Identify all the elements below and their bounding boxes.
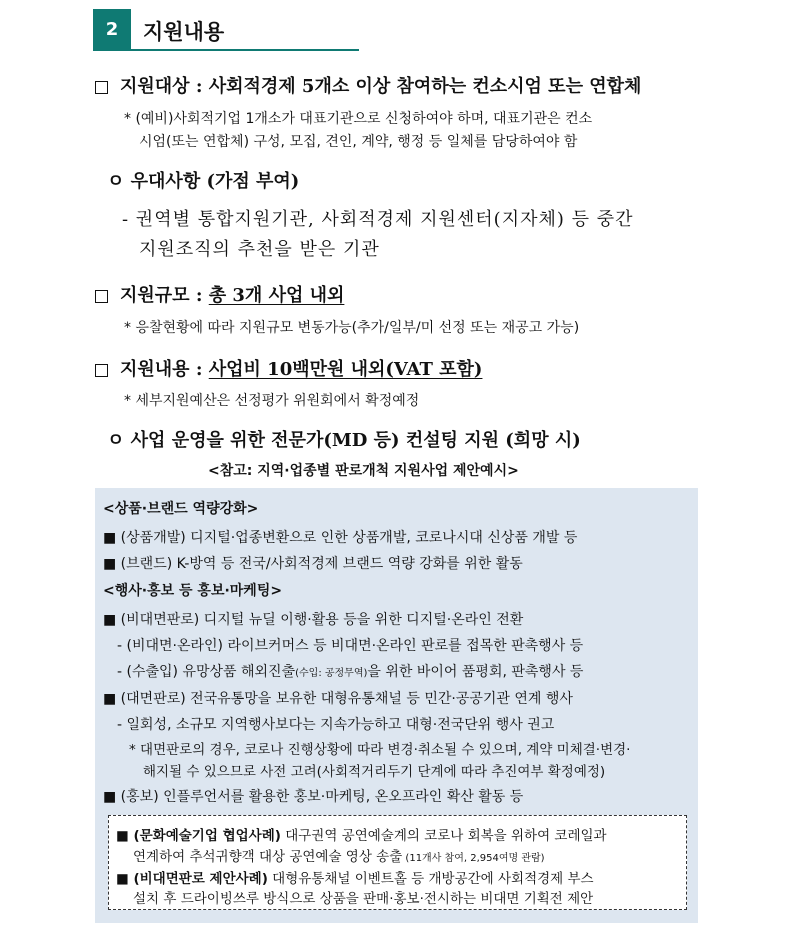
brand-item: ■ (브랜드) K-방역 등 전국/사회적경제 브랜드 역량 강화를 위한 활동 [103,556,523,572]
preference-line-2: 지원조직의 추천을 받은 기관 [139,239,380,260]
export-sub-small: (수입: 공정무역) [295,668,368,679]
case-2-title: ■ (비대면판로 제안사례) [116,871,268,887]
case-2-text: 대형유통채널 이벤트홀 등 개방공간에 사회적경제 부스 [267,871,594,887]
section-underline [93,49,359,51]
export-sub-text: - (수출입) 유망상품 해외진출 [117,664,296,680]
face-sales-note-2: 해지될 수 있으므로 사전 고려(사회적거리두기 단계에 따라 추진여부 확정예정) [143,764,606,780]
case-1-line-2 [133,845,545,865]
consulting-heading: ㅇ 사업 운영을 위한 전문가(MD 등) 컨설팅 지원 (희망 시) [107,430,581,451]
section-title: 지원내용 [143,20,225,44]
support-content-prefix: 지원내용 : [120,359,209,380]
support-scale-prefix: 지원규모 : [120,285,209,306]
export-sub-item [117,661,583,681]
support-target-note-2: 시엄(또는 연합체) 구성, 모집, 견인, 계약, 행정 등 일체를 담당하여야 함 [139,134,578,150]
support-content-heading [95,355,482,381]
preference-heading: ㅇ 우대사항 (가점 부여) [107,171,300,192]
case-1-text: 대구권역 공연예술계의 코로나 회복을 위하여 코레일과 [280,828,607,844]
promotion-item: ■ (홍보) 인플루언서를 활용한 홍보·마케팅, 온오프라인 확산 활동 등 [103,789,524,805]
group-product-brand-title: <상품·브랜드 역량강화> [103,501,259,517]
case-1-text-2: 연계하여 추석귀향객 대상 공연예술 영상 송출 [133,849,403,865]
support-content-value: 사업비 10백만원 내외(VAT 포함) [208,359,483,380]
case-2-line-2: 설치 후 드라이빙쓰루 방식으로 상품을 판매·홍보·전시하는 비대면 기획전 제안 [133,891,594,907]
case-1-small: (11개사 참여, 2,954여명 관람) [402,853,545,864]
export-sub-text-2: 을 위한 바이어 품평회, 판촉행사 등 [367,664,584,680]
face-sales-note-1: * 대면판로의 경우, 코로나 진행상황에 따라 변경·취소될 수 있으며, 계약 미체결·변경· [129,742,631,758]
support-target-note-1: * (예비)사회적기업 1개소가 대표기관으로 신청하여야 하며, 대표기관은 컨소 [124,111,593,127]
checkbox-icon [95,364,108,377]
support-scale-value: 총 3개 사업 내외 [208,285,345,306]
preference-line-1: - 권역별 통합지원기관, 사회적경제 지원센터(지자체) 등 중간 [122,209,634,230]
support-target-heading [95,72,641,98]
case-1-line-1 [116,824,607,844]
support-scale-note: * 응찰현황에 따라 지원규모 변동가능(추가/일부/미 선정 또는 재공고 가능) [124,320,580,336]
checkbox-icon [95,290,108,303]
case-1-title: ■ (문화예술기업 협업사례) [116,828,281,844]
checkbox-icon [95,81,108,94]
support-target-label: 지원대상 : 사회적경제 5개소 이상 참여하는 컨소시엄 또는 연합체 [120,76,642,97]
group-marketing-title: <행사·홍보 등 홍보·마케팅> [103,583,283,599]
case-2-line-1 [116,867,594,887]
support-content-note: * 세부지원예산은 선정평가 위원회에서 확정예정 [124,393,420,409]
non-face-sales-item: ■ (비대면판로) 디지털 뉴딜 이행·활용 등을 위한 디지털·온라인 전환 [103,612,524,628]
face-sales-item: ■ (대면판로) 전국유통망을 보유한 대형유통채널 등 민간·공공기관 연계 행사 [103,691,573,707]
reference-title: <참고: 지역·업종별 판로개척 지원사업 제안예시> [208,463,519,479]
online-sub-item: - (비대면·온라인) 라이브커머스 등 비대면·온라인 판로를 접목한 판촉행사 등 [117,638,584,654]
face-sales-sub-item: - 일회성, 소규모 지역행사보다는 지속가능하고 대형·전국단위 행사 권고 [117,717,555,733]
section-number: 2 [93,9,131,49]
support-scale-heading [95,281,344,307]
product-dev-item: ■ (상품개발) 디지털·업종변환으로 인한 상품개발, 코로나시대 신상품 개발 등 [103,530,578,546]
